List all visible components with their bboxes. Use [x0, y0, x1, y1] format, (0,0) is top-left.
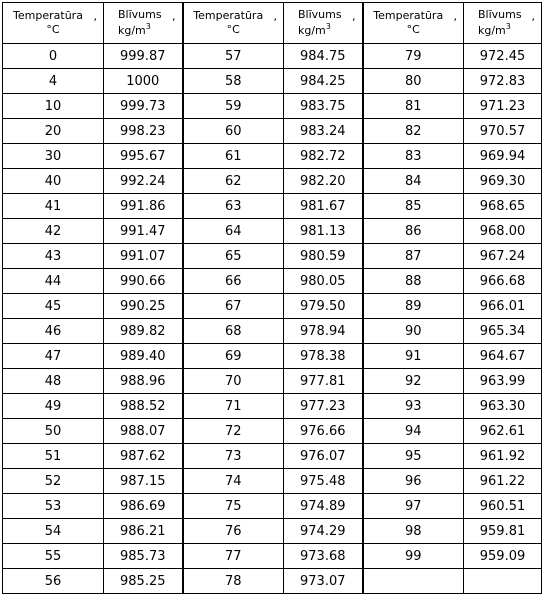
density-cell: 991.86 — [104, 194, 183, 219]
temperature-cell: 83 — [363, 144, 464, 169]
temperature-cell: 60 — [183, 119, 284, 144]
temperature-cell: 94 — [363, 419, 464, 444]
density-cell: 981.13 — [284, 219, 363, 244]
temperature-cell: 90 — [363, 319, 464, 344]
density-cell: 978.94 — [284, 319, 363, 344]
temperature-cell: 92 — [363, 369, 464, 394]
density-cell: 980.59 — [284, 244, 363, 269]
temperature-cell: 42 — [3, 219, 104, 244]
density-cell: 981.67 — [284, 194, 363, 219]
temperature-cell: 65 — [183, 244, 284, 269]
temperature-cell: 71 — [183, 394, 284, 419]
density-cell: 969.94 — [464, 144, 542, 169]
temperature-cell: 97 — [363, 494, 464, 519]
temperature-cell: 80 — [363, 69, 464, 94]
density-cell: 984.75 — [284, 44, 363, 69]
temperature-cell: 41 — [3, 194, 104, 219]
temperature-cell: 84 — [363, 169, 464, 194]
table-row — [3, 244, 542, 269]
density-cell: 988.07 — [104, 419, 183, 444]
density-table — [2, 2, 542, 594]
temperature-cell: 93 — [363, 394, 464, 419]
table-row — [3, 69, 542, 94]
temperature-cell: 87 — [363, 244, 464, 269]
density-cell: 999.73 — [104, 94, 183, 119]
temperature-cell: 99 — [363, 544, 464, 569]
temperature-cell: 96 — [363, 469, 464, 494]
temperature-cell: 66 — [183, 269, 284, 294]
temperature-cell: 63 — [183, 194, 284, 219]
temperature-cell: 30 — [3, 144, 104, 169]
density-cell: 985.73 — [104, 544, 183, 569]
temperature-cell: 75 — [183, 494, 284, 519]
temperature-cell: 48 — [3, 369, 104, 394]
density-cell: 964.67 — [464, 344, 542, 369]
density-cell: 971.23 — [464, 94, 542, 119]
density-cell: 977.81 — [284, 369, 363, 394]
temperature-cell: 56 — [3, 569, 104, 594]
density-cell: 973.07 — [284, 569, 363, 594]
temperature-cell: 0 — [3, 44, 104, 69]
temperature-cell: 55 — [3, 544, 104, 569]
header-density-3: , Blīvums $kg/m^3$ — [464, 3, 542, 44]
density-cell: 998.23 — [104, 119, 183, 144]
density-cell: 959.09 — [464, 544, 542, 569]
temperature-cell: 20 — [3, 119, 104, 144]
density-cell: 961.92 — [464, 444, 542, 469]
density-cell: 963.30 — [464, 394, 542, 419]
density-cell: 983.75 — [284, 94, 363, 119]
density-cell: 966.68 — [464, 269, 542, 294]
temperature-cell: 72 — [183, 419, 284, 444]
temperature-cell: 52 — [3, 469, 104, 494]
temperature-cell: 95 — [363, 444, 464, 469]
density-cell: 983.24 — [284, 119, 363, 144]
density-cell: 967.24 — [464, 244, 542, 269]
density-table-body — [3, 3, 542, 594]
density-cell: 979.50 — [284, 294, 363, 319]
table-row — [3, 369, 542, 394]
temperature-cell: 4 — [3, 69, 104, 94]
temperature-cell: 86 — [363, 219, 464, 244]
density-cell: 984.25 — [284, 69, 363, 94]
temperature-cell: 44 — [3, 269, 104, 294]
temperature-cell: 81 — [363, 94, 464, 119]
temperature-cell: 68 — [183, 319, 284, 344]
temperature-cell: 45 — [3, 294, 104, 319]
header-density-1: , Blīvums $kg/m^3$ — [104, 3, 183, 44]
density-cell: 974.29 — [284, 519, 363, 544]
temperature-cell: 89 — [363, 294, 464, 319]
temperature-cell: 62 — [183, 169, 284, 194]
density-cell: 990.66 — [104, 269, 183, 294]
density-cell: 968.65 — [464, 194, 542, 219]
table-row — [3, 444, 542, 469]
temperature-cell: 64 — [183, 219, 284, 244]
temperature-cell: 59 — [183, 94, 284, 119]
density-cell: 988.52 — [104, 394, 183, 419]
temperature-cell: 82 — [363, 119, 464, 144]
table-row — [3, 344, 542, 369]
table-row — [3, 494, 542, 519]
temperature-cell: 79 — [363, 44, 464, 69]
density-cell: 962.61 — [464, 419, 542, 444]
density-cell: 992.24 — [104, 169, 183, 194]
density-cell: 985.25 — [104, 569, 183, 594]
table-row — [3, 319, 542, 344]
density-cell: 986.69 — [104, 494, 183, 519]
header-temperature-1: , Temperatūra °C — [3, 3, 104, 44]
density-cell: 990.25 — [104, 294, 183, 319]
table-row — [3, 44, 542, 69]
density-cell: 975.48 — [284, 469, 363, 494]
density-cell: 988.96 — [104, 369, 183, 394]
density-cell: 969.30 — [464, 169, 542, 194]
density-cell: 978.38 — [284, 344, 363, 369]
density-cell: 976.07 — [284, 444, 363, 469]
density-cell: 972.83 — [464, 69, 542, 94]
temperature-cell: 67 — [183, 294, 284, 319]
density-cell: 995.67 — [104, 144, 183, 169]
density-cell: 989.82 — [104, 319, 183, 344]
header-temperature-3: , Temperatūra °C — [363, 3, 464, 44]
density-cell: 976.66 — [284, 419, 363, 444]
temperature-cell: 77 — [183, 544, 284, 569]
density-cell: 972.45 — [464, 44, 542, 69]
temperature-cell: 10 — [3, 94, 104, 119]
temperature-cell: 73 — [183, 444, 284, 469]
temperature-cell: 88 — [363, 269, 464, 294]
header-density-2: , Blīvums $kg/m^3$ — [284, 3, 363, 44]
density-cell: 963.99 — [464, 369, 542, 394]
table-row — [3, 394, 542, 419]
temperature-cell: 91 — [363, 344, 464, 369]
temperature-cell: 76 — [183, 519, 284, 544]
temperature-cell — [363, 569, 464, 594]
density-cell: 982.72 — [284, 144, 363, 169]
temperature-cell: 78 — [183, 569, 284, 594]
density-cell: 974.89 — [284, 494, 363, 519]
density-cell: 959.81 — [464, 519, 542, 544]
table-row — [3, 294, 542, 319]
density-cell: 961.22 — [464, 469, 542, 494]
density-cell: 980.05 — [284, 269, 363, 294]
temperature-cell: 46 — [3, 319, 104, 344]
temperature-cell: 43 — [3, 244, 104, 269]
temperature-cell: 98 — [363, 519, 464, 544]
table-row — [3, 544, 542, 569]
density-cell: 989.40 — [104, 344, 183, 369]
table-row — [3, 194, 542, 219]
density-cell — [464, 569, 542, 594]
table-row — [3, 469, 542, 494]
temperature-cell: 49 — [3, 394, 104, 419]
density-cell: 973.68 — [284, 544, 363, 569]
temperature-cell: 57 — [183, 44, 284, 69]
temperature-cell: 85 — [363, 194, 464, 219]
temperature-cell: 69 — [183, 344, 284, 369]
density-cell: 982.20 — [284, 169, 363, 194]
table-row — [3, 169, 542, 194]
density-cell: 960.51 — [464, 494, 542, 519]
density-cell: 987.62 — [104, 444, 183, 469]
density-cell: 991.07 — [104, 244, 183, 269]
density-cell: 970.57 — [464, 119, 542, 144]
table-row — [3, 144, 542, 169]
temperature-cell: 74 — [183, 469, 284, 494]
table-row — [3, 569, 542, 594]
density-cell: 991.47 — [104, 219, 183, 244]
temperature-cell: 51 — [3, 444, 104, 469]
table-row — [3, 94, 542, 119]
temperature-cell: 47 — [3, 344, 104, 369]
density-cell: 966.01 — [464, 294, 542, 319]
density-cell: 987.15 — [104, 469, 183, 494]
temperature-cell: 50 — [3, 419, 104, 444]
temperature-cell: 40 — [3, 169, 104, 194]
header-temperature-2: , Temperatūra °C — [183, 3, 284, 44]
temperature-cell: 54 — [3, 519, 104, 544]
density-cell: 1000 — [104, 69, 183, 94]
density-cell: 977.23 — [284, 394, 363, 419]
density-cell: 986.21 — [104, 519, 183, 544]
density-cell: 965.34 — [464, 319, 542, 344]
header-row — [3, 3, 542, 44]
table-row — [3, 119, 542, 144]
temperature-cell: 61 — [183, 144, 284, 169]
temperature-cell: 53 — [3, 494, 104, 519]
temperature-cell: 70 — [183, 369, 284, 394]
density-cell: 968.00 — [464, 219, 542, 244]
table-row — [3, 269, 542, 294]
temperature-cell: 58 — [183, 69, 284, 94]
density-cell: 999.87 — [104, 44, 183, 69]
table-row — [3, 419, 542, 444]
table-row — [3, 519, 542, 544]
table-row — [3, 219, 542, 244]
